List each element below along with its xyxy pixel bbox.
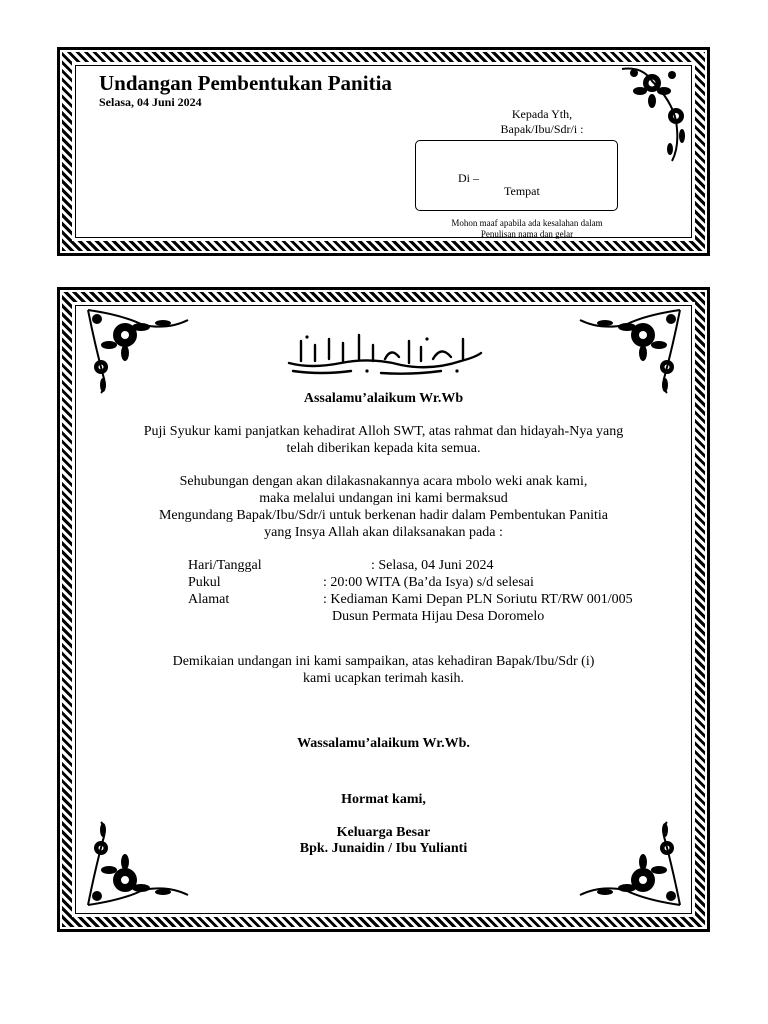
paragraph-2-line-4: yang Insya Allah akan dilaksanakan pada : xyxy=(264,525,503,540)
keluarga-besar: Keluarga Besar xyxy=(336,825,431,840)
hormat-kami: Hormat kami, xyxy=(341,792,426,807)
to-line-1: Kepada Yth, xyxy=(511,107,573,121)
tempat-label: Tempat xyxy=(504,184,540,198)
alamat-label: Alamat xyxy=(188,592,230,607)
envelope-date: Selasa, 04 Juni 2024 xyxy=(99,95,202,109)
paragraph-2-line-2: maka melalui undangan ini kami bermaksud xyxy=(259,491,508,506)
floral-corner-icon xyxy=(83,305,193,395)
closing-line-2: kami ucapkan terimah kasih. xyxy=(303,671,464,686)
sender-names: Bpk. Junaidin / Ibu Yulianti xyxy=(299,841,468,856)
salam-closing: Wassalamu’alaikum Wr.Wb. xyxy=(297,736,470,751)
pukul-value: : 20:00 WITA (Ba’da Isya) s/d selesai xyxy=(323,575,534,590)
closing-line-1: Demikaian undangan ini kami sampaikan, atas kehadiran Bapak/Ibu/Sdr (i) xyxy=(172,654,595,669)
pukul-label: Pukul xyxy=(188,575,221,590)
greeting: Assalamu’alaikum Wr.Wb xyxy=(303,391,464,406)
hari-label: Hari/Tanggal xyxy=(188,558,262,573)
paragraph-1-line-2: telah diberikan kepada kita semua. xyxy=(286,441,481,456)
alamat-value: : Kediaman Kami Depan PLN Soriutu RT/RW 001/005 xyxy=(323,592,633,607)
floral-ornament-icon xyxy=(612,61,692,166)
bismillah-calligraphy-icon xyxy=(281,327,488,377)
alamat-value-2: Dusun Permata Hijau Desa Doromelo xyxy=(332,609,545,624)
paragraph-2-line-1: Sehubungan dengan akan dilakasnakannya acara mbolo weki anak kami, xyxy=(179,474,588,489)
letter-card xyxy=(57,287,710,932)
envelope-title: Undangan Pembentukan Panitia xyxy=(99,71,392,95)
address-box xyxy=(415,140,618,211)
di-label: Di – xyxy=(458,171,479,185)
closing-paragraph xyxy=(77,653,690,687)
apology-note xyxy=(397,218,657,240)
envelope-card xyxy=(57,47,710,256)
paragraph-1-line-1: Puji Syukur kami panjatkan kehadirat Alloh SWT, atas rahmat dan hidayah-Nya yang xyxy=(143,424,624,439)
paragraph-2-line-3: Mengundang Bapak/Ibu/Sdr/i untuk berkenan hadir dalam Pembentukan Panitia xyxy=(158,508,609,523)
floral-corner-icon xyxy=(575,305,685,395)
paragraph-2 xyxy=(77,473,690,541)
note-line-1: Mohon maaf apabila ada kesalahan dalam xyxy=(451,218,603,228)
paragraph-1 xyxy=(77,423,690,457)
hari-value: : Selasa, 04 Juni 2024 xyxy=(371,558,494,573)
note-line-2: Penulisan nama dan gelar xyxy=(480,229,574,239)
to-line-2: Bapak/Ibu/Sdr/i : xyxy=(500,122,584,136)
